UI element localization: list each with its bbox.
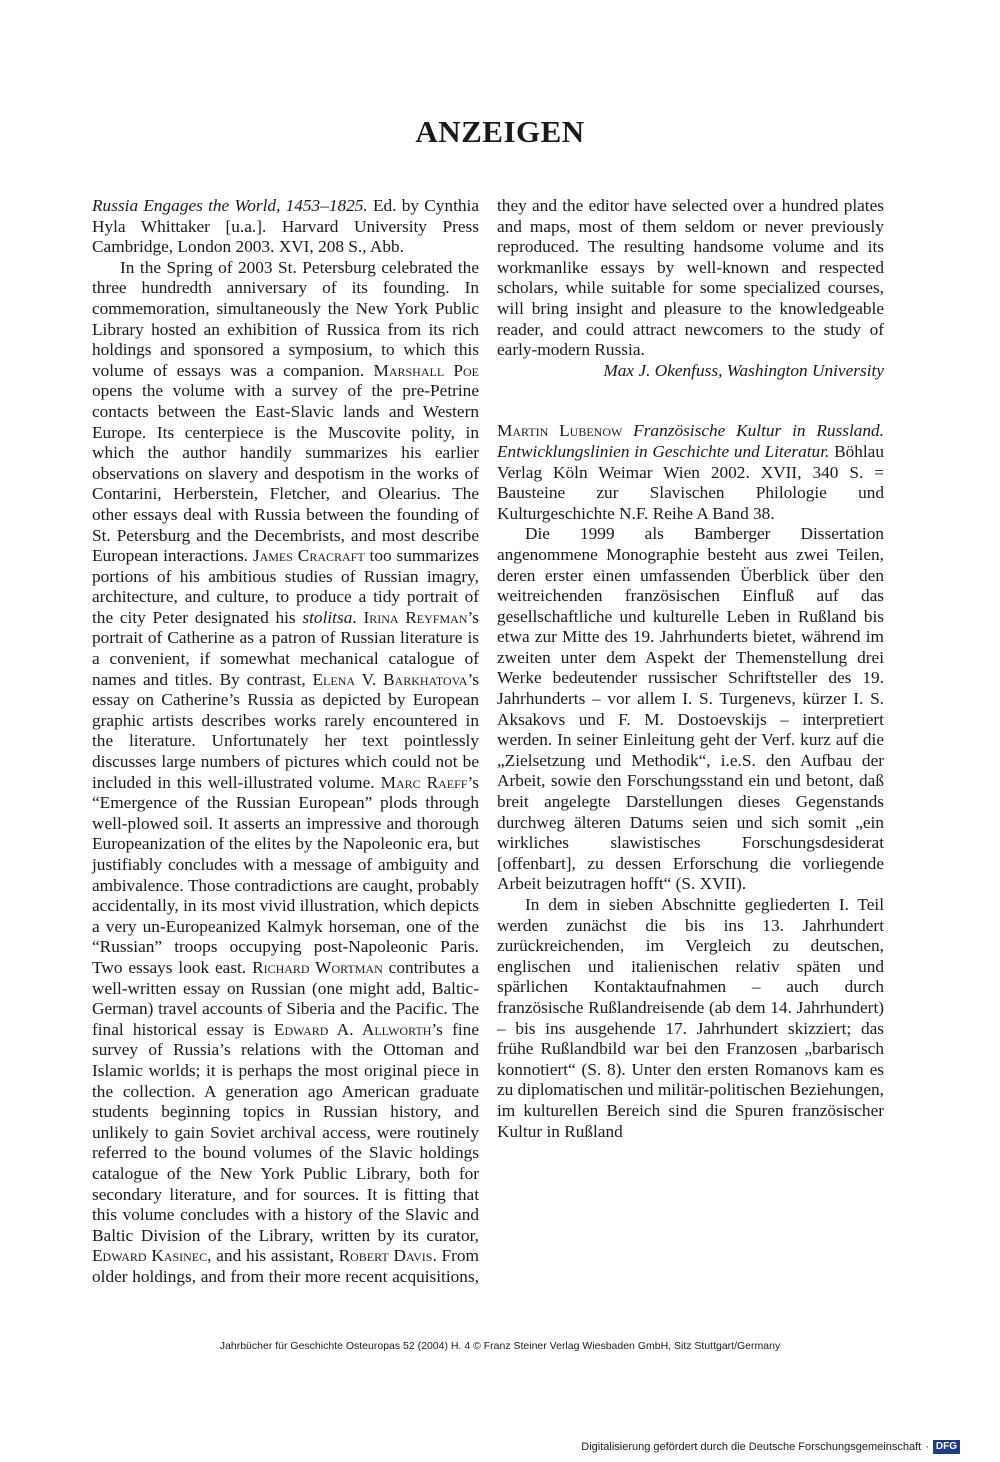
review1-text: . From older holdings, and from their more recent acquisitions, they and the editor have selected over a hundred plates and maps, most of them seldom or never previously reproduced. The resulting handsome volume and its workmanlike essays by well-known and respected scholars, while suitable for some specialized courses, will bring insight and pleasure to the knowledgeable reader, and could attract newcomers to the study of early-modern Russia.: [92, 196, 884, 1286]
digitization-text: Digitalisierung gefördert durch die Deutsche Forschungsgemeinschaft: [581, 1441, 922, 1453]
review1-text: ’s fine survey of Russia’s relations with the Ottoman and Islamic worlds; it is perhaps the most original piece in the collection. A generation ago American graduate students beginning topics in Russian history, and unlikely to gain Soviet archival access, were routinely referred to the bound volumes of the Slavic holdings catalogue of the New York Public Library, both for secondary literature, and for sources. It is fitting that this volume concludes with a history of the Slavic and Baltic Division of the Library, written by its curator,: [92, 1019, 479, 1245]
author-name: Robert Davis: [338, 1246, 433, 1266]
review1-text: ’s “Emergence of the Russian European” plods through well-plowed soil. It asserts an impressive and thorough Europeanization of the elites by the Napoleonic era, but justifiably concludes with a message of ambiguity and ambivalence. Those contradictions are caught, probably accidentally, in its most vivid illustration, which depicts a very un-Europeanized Kalmyk horseman, one of the “Russian” troops occupying post-Napoleonic Paris. Two essays look east.: [92, 772, 479, 977]
review1-signature: Max J. Okenfuss, Washington University: [603, 360, 884, 380]
author-name: Edward Kasinec: [92, 1246, 208, 1266]
review1-text: too summarizes portions of his ambitious studies of Russian imagry, architecture, and culture, to produce a tidy portrait of the city Peter designated his: [92, 546, 480, 627]
journal-footer: Jahrbücher für Geschichte Osteuropas 52 (2004) H. 4 © Franz Steiner Verlag Wiesbaden GmbH, Sitz Stuttgart/Germany: [219, 1340, 781, 1352]
review1-text: In the Spring of 2003 St. Petersburg celebrated the three hundredth anniversary of its founding. In commemoration, simultaneously the New York Public Library hosted an exhibition of Russica from its rich holdings and sponsored a symposium, to which this volume of essays was a companion.: [92, 257, 479, 380]
author-name: Edward A. Allworth: [273, 1019, 432, 1039]
review1-reference: [92, 196, 479, 258]
author-name: Elena V. Barkhatova: [312, 669, 468, 689]
review1-text: ’s essay on Catherine’s Russia as depicted by European graphic artists describes works rarely encountered in the literature. Unfortunately her text pointlessly discusses large numbers of pictures which could not be included in this well-illustrated volume.: [92, 669, 479, 792]
review2-reference: [497, 421, 884, 524]
page-title: ANZEIGEN: [415, 114, 585, 149]
review1-reference-details: Ed. by Cynthia Hyla Whittaker [u.a.]. Harvard University Press Cambridge, London 2003. XVI, 208 S., Abb.: [92, 196, 479, 257]
author-name: Marshall Poe: [373, 360, 479, 380]
review2-author: Martin Lubenow: [497, 421, 623, 441]
author-name: James Cracraft: [252, 546, 365, 566]
review2-book-title: Französische Kultur in Russland. Entwicklungslinien in Geschichte und Literatur.: [497, 421, 885, 461]
review1-book-title: Russia Engages the World, 1453–1825.: [92, 196, 368, 215]
author-name: Irina Reyfman: [363, 607, 468, 627]
review2-paragraph-2: In dem in sieben Abschnitte gegliederten I. Teil werden zunächst die bis ins 13. Jahrhundert zurückreichenden, im Vergleich zu deutschen, englischen und italienischen relativ späten und spärlichen Kontaktaufnahmen – auch durch französische Rußlandreisende (ab dem 14. Jahrhundert) – bis ins ausgehende 17. Jahrhundert skizziert; das frühe Rußlandbild war bei den Franzosen „barbarisch konnotiert“ (S. 8). Unter den ersten Romanovs kam es zu diplomatischen und militär-politischen Beziehungen, im kulturellen Bereich sind die Spuren französischer Kultur in Rußland: [497, 895, 884, 1141]
dfg-logo-icon: DFG: [933, 1440, 960, 1454]
review2-reference-details: Böhlau Verlag Köln Weimar Wien 2002. XVII, 340 S. = Bausteine zur Slavischen Philologie und Kulturgeschichte N.F. Reihe A Band 38.: [497, 441, 884, 523]
author-name: Marc Raeff: [380, 772, 468, 792]
digitization-notice: Digitalisierung gefördert durch die Deutsche Forschungsgemeinschaft · DFG: [581, 1440, 960, 1454]
review1-text: ’s portrait of Catherine as a patron of Russian literature is a convenient, if somewhat mechanical catalogue of names and titles. By contrast,: [92, 607, 480, 689]
italic-term: stolitsa: [302, 607, 353, 627]
review1-text: contributes a well-written essay on Russian (one might add, Baltic-German) travel accounts of Siberia and the Pacific. The final historical essay is: [92, 957, 479, 1039]
review1-text: .: [352, 607, 364, 627]
left-column: [92, 196, 884, 1304]
author-name: Richard Wortman: [252, 957, 383, 977]
review-separator: [497, 381, 884, 421]
review1-text: opens the volume with a survey of the pre-Petrine contacts between the East-Slavic lands and Western Europe. Its centerpiece is the Muscovite polity, in which the author handily summarizes his earlier observations on slavery and despotism in the works of Contarini, Herberstein, Fletcher, and Olearius. The other essays deal with Russia between the founding of St. Petersburg and the Decembrists, and most describe European interactions.: [92, 381, 479, 566]
review2-paragraph-1: Die 1999 als Bamberger Dissertation angenommene Monographie besteht aus zwei Teilen, deren erster einen umfassenden Überblick über den weitreichenden französischen Einfluß auf das gesellschaftliche und kulturelle Leben in Rußland bis etwa zur Mitte des 19. Jahrhunderts bietet, während im zweiten unter dem Aspekt der Themenstellung drei Werke bedeutender russischer Schriftsteller des 19. Jahrhunderts – vor allem I. S. Turgenevs, kürzer I. S. Aksakovs und F. M. Dostoevskijs – interpretiert werden. In seiner Einleitung geht der Verf. kurz auf die „Zielsetzung und Methodik“, i.e.S. den Aufbau der Arbeit, sowie den Forschungsstand ein und betont, daß breit angelegte Darstellungen dieses Gegenstands durchweg älteren Datums seien und sich somit „ein wirkliches slawistisches Forschungsdesiderat [offenbart], zu dessen Erforschung die vorliegende Arbeit beizutragen hofft“ (S. XVII).: [497, 524, 884, 894]
review1-text: , and his assistant,: [207, 1246, 339, 1266]
